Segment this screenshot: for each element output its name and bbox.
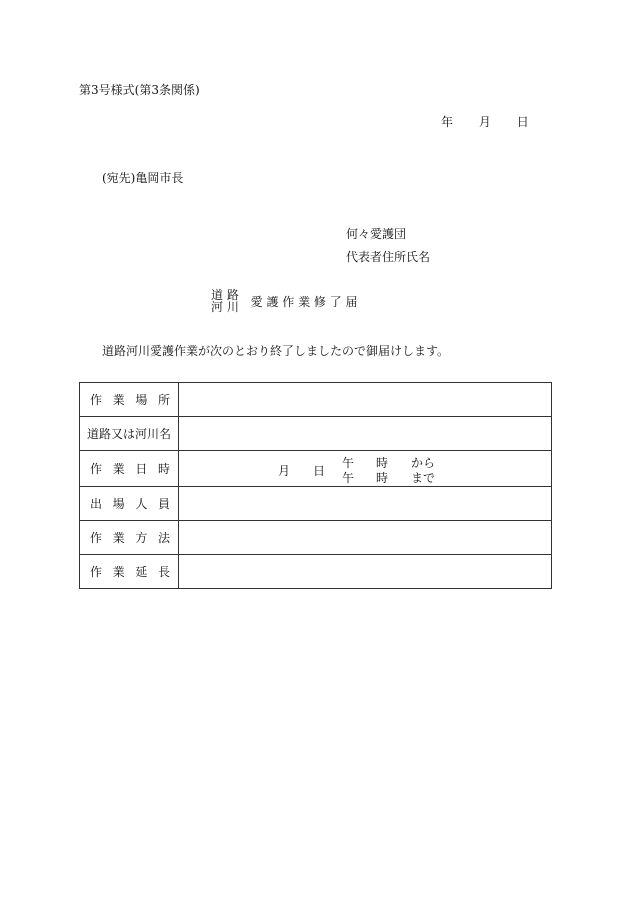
table-row: [80, 383, 552, 417]
table-row: [80, 451, 552, 487]
label-text: 作 業 日 時: [90, 462, 170, 476]
label-text: 作 業 場 所: [90, 393, 170, 407]
ampm-label: 午: [342, 456, 355, 470]
sender-representative: 代表者住所氏名: [346, 250, 431, 264]
method-field[interactable]: [179, 521, 552, 555]
row-label: [80, 383, 179, 417]
location-field[interactable]: [179, 383, 552, 417]
hour-label: 時: [376, 456, 389, 470]
ampm-label: 午: [342, 471, 355, 485]
label-text: 作 業 延 長: [90, 565, 170, 579]
hour-label: 時: [376, 471, 389, 485]
label-text: 作 業 方 法: [90, 531, 170, 545]
from-label: から: [411, 456, 436, 470]
datetime-field[interactable]: [179, 451, 552, 487]
document-title: [211, 289, 358, 313]
road-river-name-field[interactable]: [179, 417, 552, 451]
label-text: 出 場 人 員: [90, 497, 170, 511]
table-row: [80, 417, 552, 451]
until-label: まで: [411, 471, 436, 485]
report-table: [79, 382, 552, 589]
row-label: [80, 487, 179, 521]
participants-field[interactable]: [179, 487, 552, 521]
month-label: 月: [478, 115, 491, 129]
row-label: [80, 521, 179, 555]
row-label: 道路又は河川名: [80, 417, 179, 451]
title-stack-bottom: 河 川: [211, 300, 239, 314]
table-row: [80, 555, 552, 589]
title-stack: [211, 289, 239, 313]
title-main: 愛 護 作 業 修 了 届: [250, 294, 358, 309]
form-number: 第3号様式(第3条関係): [79, 83, 200, 97]
day-label: 日: [516, 115, 529, 129]
title-stack-top: 道 路: [211, 288, 239, 302]
day-label: 日: [313, 464, 326, 478]
datetime-template: [179, 451, 551, 486]
year-label: 年: [441, 115, 454, 129]
date-line: [441, 113, 529, 130]
table-row: [80, 521, 552, 555]
row-label: [80, 451, 179, 487]
sender-group: 何々愛護団: [346, 227, 407, 241]
row-label: [80, 555, 179, 589]
extension-field[interactable]: [179, 555, 552, 589]
month-label: 月: [278, 464, 291, 478]
body-text: 道路河川愛護作業が次のとおり終了しましたので御届けします。: [102, 344, 450, 358]
addressee: (宛先)亀岡市長: [102, 171, 184, 185]
table-row: [80, 487, 552, 521]
